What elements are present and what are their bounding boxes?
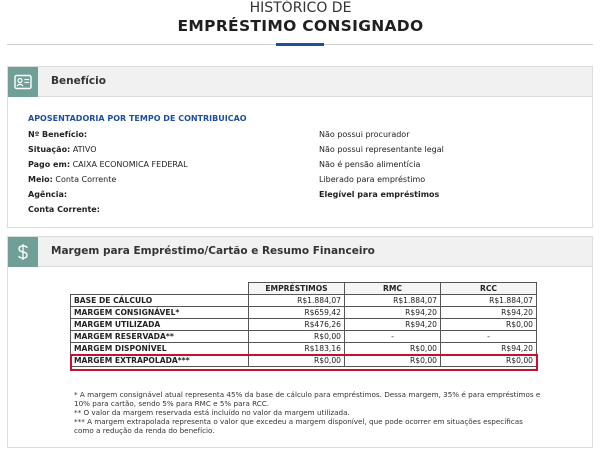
representante-status: Não possui representante legal xyxy=(319,145,444,154)
cell-value: R$183,16 xyxy=(249,343,345,355)
elegivel-status: Elegível para empréstimos xyxy=(319,190,440,199)
cell-value: R$94,20 xyxy=(345,307,441,319)
beneficio-card-header xyxy=(8,67,592,97)
conta-corrente-label: Conta Corrente: xyxy=(28,205,100,214)
cell-value: R$94,20 xyxy=(345,319,441,331)
row-label: MARGEM EXTRAPOLADA*** xyxy=(71,355,249,367)
table-row xyxy=(71,295,537,307)
cell-value: R$0,00 xyxy=(345,343,441,355)
beneficio-card-title: Benefício xyxy=(51,75,106,87)
table-row xyxy=(71,307,537,319)
cell-value: R$1.884,07 xyxy=(441,295,537,307)
footnote-3: *** A margem extrapolada representa o valor que excedeu a margem disponível, que pode ocorrer em situações específicas como a redução da renda do benefício. xyxy=(74,417,523,435)
header-accent-bar xyxy=(276,43,324,46)
table-row-margem-disponivel xyxy=(71,343,537,355)
procurador-status: Não possui procurador xyxy=(319,130,410,139)
meio-value: Conta Corrente xyxy=(55,175,117,184)
cell-value: R$659,42 xyxy=(249,307,345,319)
page-header xyxy=(0,0,601,36)
col-rcc: RCC xyxy=(441,283,537,295)
cell-value: R$0,00 xyxy=(249,355,345,367)
footnotes xyxy=(74,390,544,435)
row-label: BASE DE CÁLCULO xyxy=(71,295,249,307)
page-title: EMPRÉSTIMO CONSIGNADO xyxy=(177,17,424,35)
benefit-type-label: APOSENTADORIA POR TEMPO DE CONTRIBUICAO xyxy=(28,114,247,123)
table-row xyxy=(71,319,537,331)
agencia-row xyxy=(28,190,67,199)
pago-em-label: Pago em: xyxy=(28,160,71,169)
footnote-1: * A margem consignável atual representa 45% da base de cálculo para empréstimos. Dessa margem, 35% é para empréstimos e 10% para cartão, sendo 5% para RMC e 5% para RCC. xyxy=(74,390,541,408)
table-corner xyxy=(71,283,249,295)
cell-value: R$0,00 xyxy=(441,319,537,331)
situacao-row xyxy=(28,145,97,154)
col-emprestimos: EMPRÉSTIMOS xyxy=(249,283,345,295)
row-label: MARGEM DISPONÍVEL xyxy=(71,343,249,355)
cell-value: R$476,26 xyxy=(249,319,345,331)
cell-value: R$1.884,07 xyxy=(345,295,441,307)
margem-card-title: Margem para Empréstimo/Cartão e Resumo Financeiro xyxy=(51,245,375,257)
cell-value: R$94,20 xyxy=(441,307,537,319)
pensao-status: Não é pensão alimentícia xyxy=(319,160,421,169)
margem-card xyxy=(7,236,593,448)
situacao-label: Situação: xyxy=(28,145,71,154)
beneficio-card xyxy=(7,66,593,228)
table-header-row xyxy=(71,283,537,295)
row-label: MARGEM RESERVADA** xyxy=(71,331,249,343)
cell-value: R$94,20 xyxy=(441,343,537,355)
meio-label: Meio: xyxy=(28,175,53,184)
col-rmc: RMC xyxy=(345,283,441,295)
cell-value: R$1.884,07 xyxy=(249,295,345,307)
table-row xyxy=(71,331,537,343)
page-title-line1: HISTÓRICO DE xyxy=(249,0,352,16)
meio-row xyxy=(28,175,116,184)
dollar-icon xyxy=(8,237,38,267)
emprestimo-liberado-status: Liberado para empréstimo xyxy=(319,175,426,184)
row-label: MARGEM CONSIGNÁVEL* xyxy=(71,307,249,319)
row-label: MARGEM UTILIZADA xyxy=(71,319,249,331)
pago-em-row xyxy=(28,160,188,169)
cell-value: R$0,00 xyxy=(249,331,345,343)
conta-corrente-row xyxy=(28,205,100,214)
cell-value: R$0,00 xyxy=(441,355,537,367)
margem-card-header xyxy=(8,237,592,267)
cell-value: R$0,00 xyxy=(345,355,441,367)
beneficio-numero-label: Nº Benefício: xyxy=(28,130,88,139)
footnote-2: ** O valor da margem reservada está incluído no valor da margem utilizada. xyxy=(74,408,350,417)
situacao-value: ATIVO xyxy=(72,145,97,154)
pago-em-value: CAIXA ECONOMICA FEDERAL xyxy=(72,160,188,169)
cell-value: - xyxy=(345,331,441,343)
cell-value: - xyxy=(441,331,537,343)
agencia-label: Agência: xyxy=(28,190,68,199)
margem-disponivel-highlight xyxy=(70,354,538,371)
id-card-icon xyxy=(8,67,38,97)
beneficio-numero-row xyxy=(28,130,87,139)
